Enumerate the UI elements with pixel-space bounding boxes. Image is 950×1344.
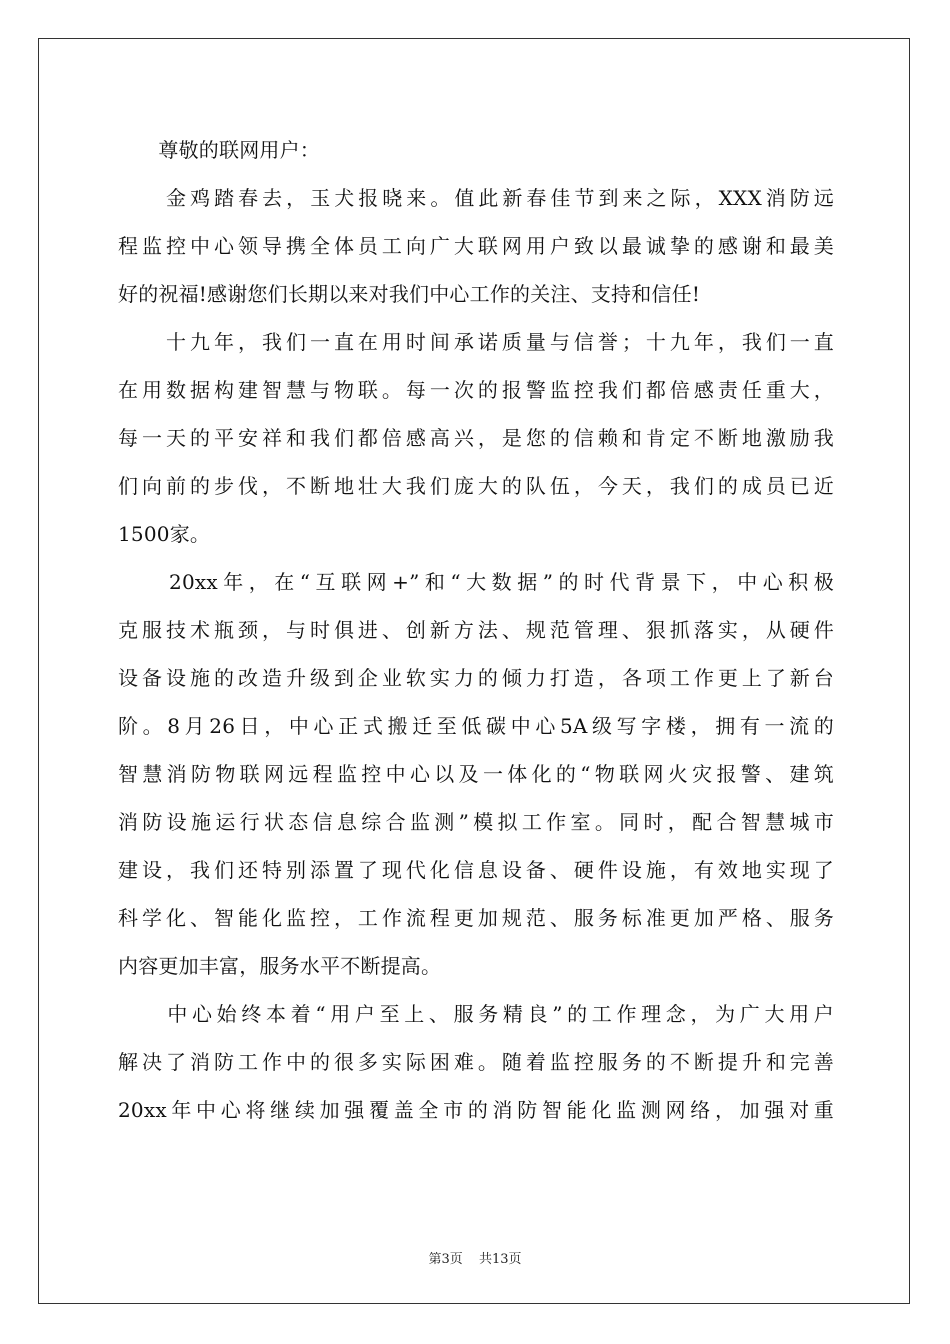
- salutation-line: 尊敬的联网用户：: [118, 138, 320, 162]
- text-line: 金鸡踏春去，玉犬报晓来。值此新春佳节到来之际，XXX消防远: [118, 186, 834, 210]
- text-line: 消防设施运行状态信息综合监测”模拟工作室。同时，配合智慧城市: [118, 810, 834, 834]
- page-total: 共13页: [478, 1252, 522, 1267]
- text-line: 好的祝福!感谢您们长期以来对我们中心工作的关注、支持和信任!: [118, 282, 701, 306]
- text-line: 阶。8月26日，中心正式搬迁至低碳中心5A级写字楼，拥有一流的: [118, 714, 834, 738]
- text-line: 克服技术瓶颈，与时俱进、创新方法、规范管理、狠抓落实，从硬件: [118, 618, 834, 642]
- document-body: [118, 126, 834, 1134]
- text-line: 智慧消防物联网远程监控中心以及一体化的“物联网火灾报警、建筑: [118, 762, 834, 786]
- text-line: 设备设施的改造升级到企业软实力的倾力打造，各项工作更上了新台: [118, 666, 834, 690]
- text-line: 1500家。: [118, 522, 211, 546]
- text-line: 们向前的步伐，不断地壮大我们庞大的队伍，今天，我们的成员已近: [118, 474, 834, 498]
- text-line: 20xx年，在“互联网+”和“大数据”的时代背景下，中心积极: [118, 570, 834, 594]
- text-line: 建设，我们还特别添置了现代化信息设备、硬件设施，有效地实现了: [118, 858, 834, 882]
- page-number: 第3页: [428, 1252, 463, 1267]
- text-line: 内容更加丰富，服务水平不断提高。: [118, 954, 442, 978]
- text-line: 20xx年中心将继续加强覆盖全市的消防智能化监测网络，加强对重: [118, 1098, 834, 1122]
- text-line: 每一天的平安祥和我们都倍感高兴，是您的信赖和肯定不断地激励我: [118, 426, 834, 450]
- text-line: 科学化、智能化监控，工作流程更加规范、服务标准更加严格、服务: [118, 906, 834, 930]
- text-line: 在用数据构建智慧与物联。每一次的报警监控我们都倍感责任重大，: [118, 378, 834, 402]
- text-line: 十九年，我们一直在用时间承诺质量与信誉；十九年，我们一直: [118, 330, 834, 354]
- text-line: 程监控中心领导携全体员工向广大联网用户致以最诚挚的感谢和最美: [118, 234, 834, 258]
- text-line: 中心始终本着“用户至上、服务精良”的工作理念，为广大用户: [118, 1002, 834, 1026]
- text-line: 解决了消防工作中的很多实际困难。随着监控服务的不断提升和完善: [118, 1050, 834, 1074]
- page-footer: [0, 1248, 950, 1267]
